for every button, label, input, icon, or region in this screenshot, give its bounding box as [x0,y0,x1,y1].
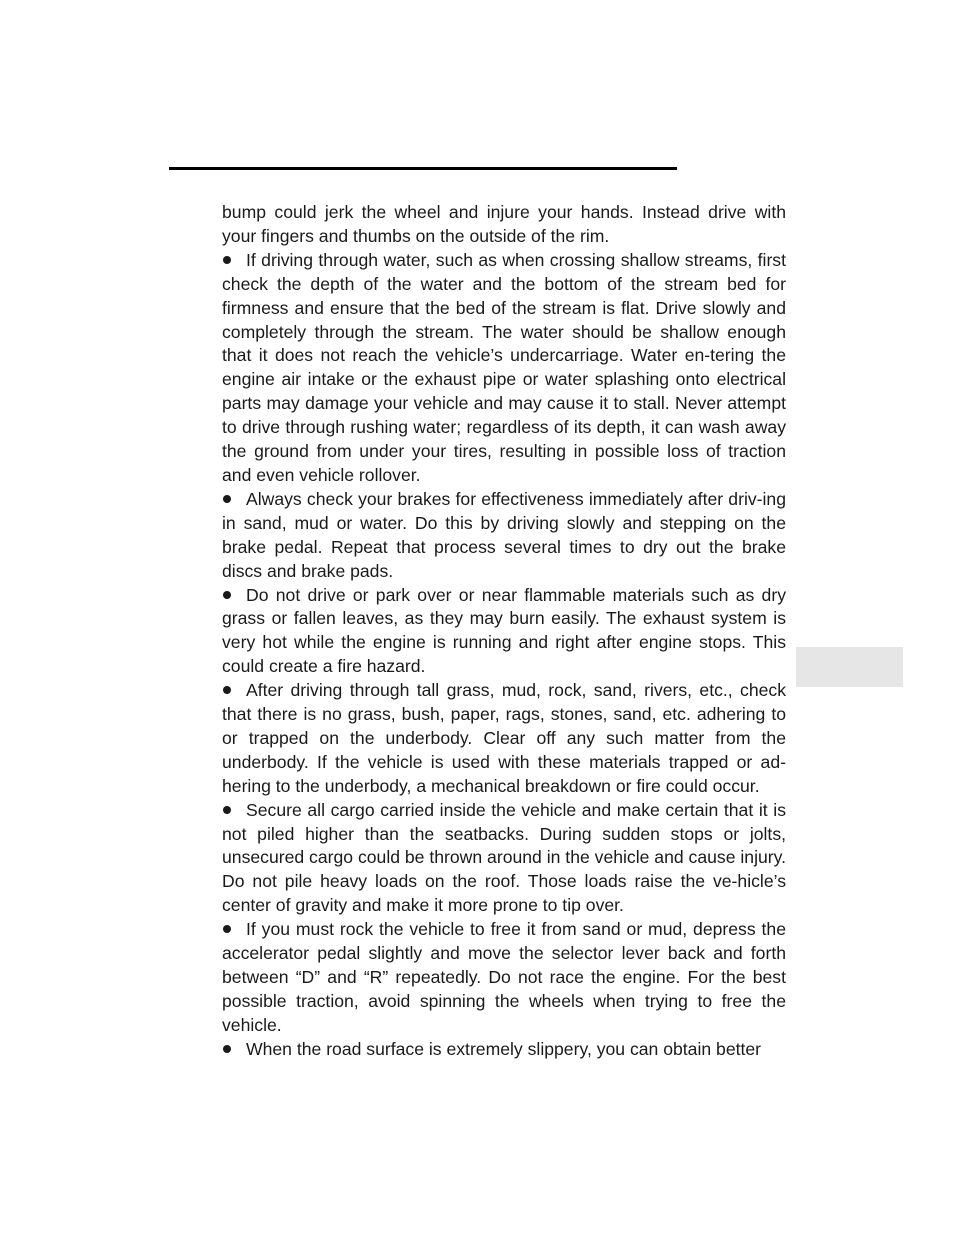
bullet-icon [223,686,231,694]
header-rule [169,167,677,170]
bullet-icon [223,591,231,599]
bullet-item [222,488,786,584]
bullet-icon [223,806,231,814]
bullet-item [222,799,786,919]
continuation-paragraph: bump could jerk the wheel and injure your hands. Instead drive with your fingers and thumbs on the outside of the rim. [222,202,786,246]
bullet-item [222,1038,786,1062]
bullet-icon [223,495,231,503]
body-text [222,201,786,1062]
bullet-item [222,584,786,680]
bullet-text: When the road surface is extremely slippery, you can obtain better [246,1038,762,1059]
bullet-text: After driving through tall grass, mud, rock, sand, rivers, etc., check that there is no grass, bush, paper, rags, stones, sand, etc. adhering to or trapped on the underbody. Clear off any such matter from the underbody. If the vehicle is used with these materials trapped or ad-hering to the underbody, a mechanical breakdown or fire could occur. [222,680,786,796]
bullet-icon [223,1045,231,1053]
chapter-tab [796,647,903,687]
bullet-text: Do not drive or park over or near flammable materials such as dry grass or fallen leaves, as they may burn easily. The exhaust system is very hot while the engine is running and right after engine stops. This could create a fire hazard. [222,584,786,677]
bullet-text: If driving through water, such as when crossing shallow streams, first check the depth of the water and the bottom of the stream bed for firmness and ensure that the bed of the stream is flat. Drive slowly and completely through the stream. The water should be shallow enough that it does not reach the vehicle’s undercarriage. Water en-tering the engine air intake or the exhaust pipe or water splashing onto electrical parts may damage your vehicle and may cause it to stall. Never attempt to drive through rushing water; regardless of its depth, it can wash away the ground from under your tires, resulting in possible loss of traction and even vehicle rollover. [222,249,786,485]
bullet-text: If you must rock the vehicle to free it from sand or mud, depress the accelerator pedal slightly and move the selector lever back and forth between “D” and “R” repeatedly. Do not race the engine. For the best possible traction, avoid spinning the wheels when trying to free the vehicle. [222,919,786,1035]
bullet-item [222,249,786,488]
bullet-icon [223,925,231,933]
bullet-icon [223,256,231,264]
bullet-text: Always check your brakes for effectiveness immediately after driv-ing in sand, mud or water. Do this by driving slowly and stepping on the brake pedal. Repeat that process several times to dry out the brake discs and brake pads. [222,488,786,581]
bullet-item [222,679,786,799]
bullet-text: Secure all cargo carried inside the vehicle and make certain that it is not piled higher than the seatbacks. During sudden stops or jolts, unsecured cargo could be thrown around in the vehicle and cause injury. Do not pile heavy loads on the roof. Those loads raise the ve-hicle’s center of gravity and make it more prone to tip over. [222,799,787,916]
bullet-item [222,918,786,1038]
